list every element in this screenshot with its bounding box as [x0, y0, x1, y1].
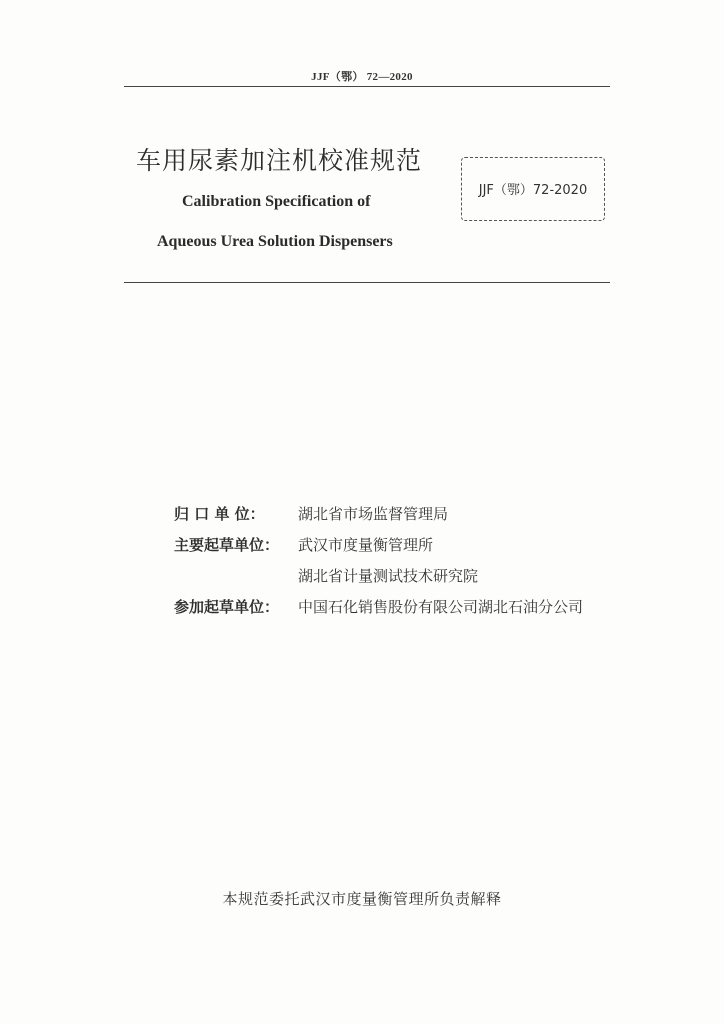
org-label-main-drafter: 主要起草单位：	[174, 536, 280, 554]
org-row-responsible	[174, 503, 624, 534]
header-rule	[124, 86, 610, 87]
drafting-organizations	[174, 503, 624, 627]
org-value-responsible: 湖北省市场监督管理局	[298, 505, 449, 523]
org-value-participating: 中国石化销售股份有限公司湖北石油分公司	[298, 598, 584, 616]
org-value-main-drafter-1: 武汉市度量衡管理所	[298, 536, 434, 554]
title-english-line2: Aqueous Urea Solution Dispensers	[157, 233, 393, 250]
interpretation-note: 本规范委托武汉市度量衡管理所负责解释	[222, 890, 502, 908]
title-english-line1: Calibration Specification of	[182, 193, 371, 210]
org-label-participating: 参加起草单位：	[174, 598, 280, 616]
spec-code-box-text: JJF（鄂）72-2020	[478, 183, 588, 198]
org-row-participating	[174, 596, 624, 627]
org-row-main-drafter-2	[174, 565, 624, 596]
org-value-main-drafter-2: 湖北省计量测试技术研究院	[298, 567, 479, 585]
title-chinese: 车用尿素加注机校准规范	[136, 146, 423, 175]
org-label-responsible: 归 口 单 位：	[174, 505, 265, 523]
org-row-main-drafter	[174, 534, 624, 565]
title-rule	[124, 282, 610, 283]
spec-code-box	[461, 157, 605, 221]
header-spec-code: JJF（鄂） 72—2020	[311, 71, 413, 83]
